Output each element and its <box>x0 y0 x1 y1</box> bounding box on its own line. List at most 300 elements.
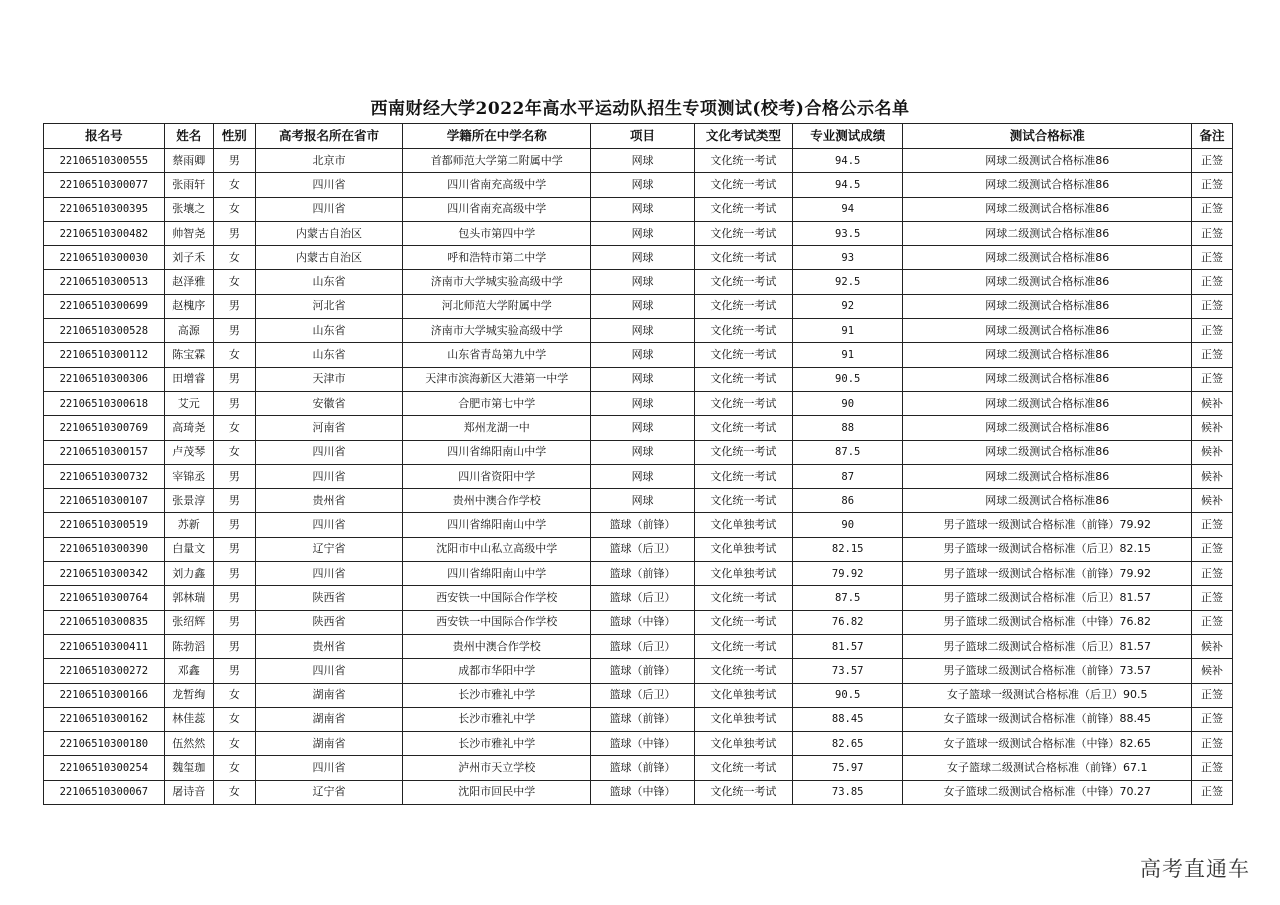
sport-cell: 网球 <box>591 343 694 367</box>
reg-no-cell: 22106510300342 <box>44 562 165 586</box>
standard-cell: 网球二级测试合格标准86 <box>903 464 1192 488</box>
name-cell: 林佳蕊 <box>164 707 213 731</box>
sport-cell: 网球 <box>591 270 694 294</box>
province-cell: 湖南省 <box>255 732 402 756</box>
province-cell: 辽宁省 <box>255 537 402 561</box>
gender-cell: 女 <box>213 246 255 270</box>
standard-cell: 男子篮球二级测试合格标准（后卫）81.57 <box>903 634 1192 658</box>
name-cell: 邓鑫 <box>164 659 213 683</box>
score-cell: 94.5 <box>792 149 903 173</box>
exam-type-cell: 文化统一考试 <box>694 149 792 173</box>
province-cell: 四川省 <box>255 659 402 683</box>
sport-cell: 网球 <box>591 294 694 318</box>
province-cell: 四川省 <box>255 440 402 464</box>
header-sport: 项目 <box>591 124 694 149</box>
score-cell: 93 <box>792 246 903 270</box>
exam-type-cell: 文化统一考试 <box>694 367 792 391</box>
exam-type-cell: 文化统一考试 <box>694 294 792 318</box>
remark-cell: 正签 <box>1192 319 1233 343</box>
school-cell: 西安铁一中国际合作学校 <box>403 586 591 610</box>
province-cell: 内蒙古自治区 <box>255 246 402 270</box>
gender-cell: 男 <box>213 221 255 245</box>
table-row <box>44 489 1233 513</box>
reg-no-cell: 22106510300395 <box>44 197 165 221</box>
exam-type-cell: 文化统一考试 <box>694 659 792 683</box>
table-row <box>44 732 1233 756</box>
header-standard: 测试合格标准 <box>903 124 1192 149</box>
province-cell: 北京市 <box>255 149 402 173</box>
remark-cell: 候补 <box>1192 416 1233 440</box>
sport-cell: 篮球（后卫） <box>591 634 694 658</box>
remark-cell: 候补 <box>1192 440 1233 464</box>
exam-type-cell: 文化统一考试 <box>694 270 792 294</box>
name-cell: 高琦尧 <box>164 416 213 440</box>
standard-cell: 男子篮球二级测试合格标准（后卫）81.57 <box>903 586 1192 610</box>
reg-no-cell: 22106510300699 <box>44 294 165 318</box>
remark-cell: 正签 <box>1192 246 1233 270</box>
exam-type-cell: 文化单独考试 <box>694 537 792 561</box>
province-cell: 陕西省 <box>255 610 402 634</box>
province-cell: 安徽省 <box>255 391 402 415</box>
standard-cell: 男子篮球二级测试合格标准（前锋）73.57 <box>903 659 1192 683</box>
sport-cell: 网球 <box>591 319 694 343</box>
gender-cell: 男 <box>213 610 255 634</box>
exam-type-cell: 文化统一考试 <box>694 221 792 245</box>
remark-cell: 正签 <box>1192 537 1233 561</box>
gender-cell: 女 <box>213 756 255 780</box>
standard-cell: 网球二级测试合格标准86 <box>903 221 1192 245</box>
score-cell: 92 <box>792 294 903 318</box>
standard-cell: 网球二级测试合格标准86 <box>903 197 1192 221</box>
reg-no-cell: 22106510300254 <box>44 756 165 780</box>
gender-cell: 男 <box>213 319 255 343</box>
exam-type-cell: 文化统一考试 <box>694 610 792 634</box>
school-cell: 四川省南充高级中学 <box>403 197 591 221</box>
sport-cell: 篮球（后卫） <box>591 683 694 707</box>
gender-cell: 男 <box>213 562 255 586</box>
remark-cell: 正签 <box>1192 683 1233 707</box>
name-cell: 张壤之 <box>164 197 213 221</box>
school-cell: 河北师范大学附属中学 <box>403 294 591 318</box>
header-remark: 备注 <box>1192 124 1233 149</box>
score-cell: 73.57 <box>792 659 903 683</box>
gender-cell: 女 <box>213 780 255 804</box>
reg-no-cell: 22106510300732 <box>44 464 165 488</box>
exam-type-cell: 文化统一考试 <box>694 246 792 270</box>
sport-cell: 网球 <box>591 489 694 513</box>
sport-cell: 篮球（前锋） <box>591 659 694 683</box>
qualified-list-table <box>43 123 1233 805</box>
reg-no-cell: 22106510300112 <box>44 343 165 367</box>
province-cell: 湖南省 <box>255 683 402 707</box>
standard-cell: 网球二级测试合格标准86 <box>903 149 1192 173</box>
name-cell: 苏新 <box>164 513 213 537</box>
sport-cell: 篮球（后卫） <box>591 537 694 561</box>
table-row <box>44 513 1233 537</box>
name-cell: 卢茂琴 <box>164 440 213 464</box>
remark-cell: 候补 <box>1192 659 1233 683</box>
exam-type-cell: 文化单独考试 <box>694 683 792 707</box>
score-cell: 82.65 <box>792 732 903 756</box>
table-row <box>44 464 1233 488</box>
reg-no-cell: 22106510300390 <box>44 537 165 561</box>
school-cell: 四川省绵阳南山中学 <box>403 440 591 464</box>
name-cell: 龙暂绚 <box>164 683 213 707</box>
gender-cell: 女 <box>213 440 255 464</box>
exam-type-cell: 文化统一考试 <box>694 319 792 343</box>
school-cell: 贵州中澳合作学校 <box>403 489 591 513</box>
name-cell: 伍然然 <box>164 732 213 756</box>
score-cell: 81.57 <box>792 634 903 658</box>
name-cell: 屠诗音 <box>164 780 213 804</box>
reg-no-cell: 22106510300764 <box>44 586 165 610</box>
gender-cell: 女 <box>213 343 255 367</box>
name-cell: 陈宝霖 <box>164 343 213 367</box>
standard-cell: 男子篮球一级测试合格标准（前锋）79.92 <box>903 513 1192 537</box>
sport-cell: 篮球（中锋） <box>591 780 694 804</box>
school-cell: 包头市第四中学 <box>403 221 591 245</box>
school-cell: 长沙市雅礼中学 <box>403 707 591 731</box>
table-row <box>44 149 1233 173</box>
remark-cell: 正签 <box>1192 756 1233 780</box>
remark-cell: 正签 <box>1192 562 1233 586</box>
sport-cell: 网球 <box>591 440 694 464</box>
table-row <box>44 197 1233 221</box>
exam-type-cell: 文化统一考试 <box>694 197 792 221</box>
table-row <box>44 221 1233 245</box>
table-row <box>44 367 1233 391</box>
table-row <box>44 294 1233 318</box>
score-cell: 87 <box>792 464 903 488</box>
reg-no-cell: 22106510300030 <box>44 246 165 270</box>
remark-cell: 正签 <box>1192 270 1233 294</box>
remark-cell: 正签 <box>1192 732 1233 756</box>
table-row <box>44 319 1233 343</box>
remark-cell: 正签 <box>1192 197 1233 221</box>
province-cell: 四川省 <box>255 562 402 586</box>
reg-no-cell: 22106510300162 <box>44 707 165 731</box>
exam-type-cell: 文化统一考试 <box>694 343 792 367</box>
province-cell: 河南省 <box>255 416 402 440</box>
province-cell: 四川省 <box>255 173 402 197</box>
province-cell: 湖南省 <box>255 707 402 731</box>
table-row <box>44 537 1233 561</box>
sport-cell: 网球 <box>591 416 694 440</box>
standard-cell: 网球二级测试合格标准86 <box>903 173 1192 197</box>
remark-cell: 候补 <box>1192 489 1233 513</box>
score-cell: 91 <box>792 343 903 367</box>
standard-cell: 网球二级测试合格标准86 <box>903 343 1192 367</box>
gender-cell: 女 <box>213 197 255 221</box>
sport-cell: 篮球（前锋） <box>591 707 694 731</box>
sport-cell: 篮球（前锋） <box>591 756 694 780</box>
gender-cell: 女 <box>213 732 255 756</box>
table-row <box>44 780 1233 804</box>
score-cell: 86 <box>792 489 903 513</box>
sport-cell: 网球 <box>591 246 694 270</box>
exam-type-cell: 文化单独考试 <box>694 732 792 756</box>
reg-no-cell: 22106510300077 <box>44 173 165 197</box>
remark-cell: 候补 <box>1192 634 1233 658</box>
gender-cell: 男 <box>213 513 255 537</box>
remark-cell: 正签 <box>1192 610 1233 634</box>
score-cell: 93.5 <box>792 221 903 245</box>
school-cell: 济南市大学城实验高级中学 <box>403 319 591 343</box>
exam-type-cell: 文化统一考试 <box>694 440 792 464</box>
remark-cell: 正签 <box>1192 294 1233 318</box>
table-body <box>44 149 1233 805</box>
exam-type-cell: 文化单独考试 <box>694 562 792 586</box>
name-cell: 赵泽雅 <box>164 270 213 294</box>
standard-cell: 女子篮球二级测试合格标准（前锋）67.1 <box>903 756 1192 780</box>
school-cell: 四川省南充高级中学 <box>403 173 591 197</box>
sport-cell: 网球 <box>591 221 694 245</box>
header-reg-no: 报名号 <box>44 124 165 149</box>
name-cell: 张雨轩 <box>164 173 213 197</box>
school-cell: 首都师范大学第二附属中学 <box>403 149 591 173</box>
reg-no-cell: 22106510300157 <box>44 440 165 464</box>
standard-cell: 网球二级测试合格标准86 <box>903 270 1192 294</box>
school-cell: 西安铁一中国际合作学校 <box>403 610 591 634</box>
school-cell: 沈阳市中山私立高级中学 <box>403 537 591 561</box>
province-cell: 山东省 <box>255 319 402 343</box>
standard-cell: 男子篮球一级测试合格标准（后卫）82.15 <box>903 537 1192 561</box>
table-row <box>44 391 1233 415</box>
header-gender: 性别 <box>213 124 255 149</box>
reg-no-cell: 22106510300067 <box>44 780 165 804</box>
name-cell: 白量文 <box>164 537 213 561</box>
standard-cell: 男子篮球二级测试合格标准（中锋）76.82 <box>903 610 1192 634</box>
name-cell: 刘力鑫 <box>164 562 213 586</box>
score-cell: 87.5 <box>792 440 903 464</box>
standard-cell: 网球二级测试合格标准86 <box>903 319 1192 343</box>
score-cell: 87.5 <box>792 586 903 610</box>
sport-cell: 篮球（前锋） <box>591 562 694 586</box>
exam-type-cell: 文化统一考试 <box>694 634 792 658</box>
reg-no-cell: 22106510300482 <box>44 221 165 245</box>
gender-cell: 男 <box>213 659 255 683</box>
standard-cell: 网球二级测试合格标准86 <box>903 440 1192 464</box>
table-row <box>44 416 1233 440</box>
reg-no-cell: 22106510300769 <box>44 416 165 440</box>
remark-cell: 正签 <box>1192 149 1233 173</box>
gender-cell: 男 <box>213 464 255 488</box>
standard-cell: 网球二级测试合格标准86 <box>903 294 1192 318</box>
score-cell: 94 <box>792 197 903 221</box>
table-row <box>44 343 1233 367</box>
reg-no-cell: 22106510300519 <box>44 513 165 537</box>
reg-no-cell: 22106510300306 <box>44 367 165 391</box>
exam-type-cell: 文化统一考试 <box>694 489 792 513</box>
standard-cell: 男子篮球一级测试合格标准（前锋）79.92 <box>903 562 1192 586</box>
name-cell: 赵槐序 <box>164 294 213 318</box>
gender-cell: 男 <box>213 149 255 173</box>
standard-cell: 网球二级测试合格标准86 <box>903 391 1192 415</box>
exam-type-cell: 文化统一考试 <box>694 391 792 415</box>
sport-cell: 篮球（后卫） <box>591 586 694 610</box>
gender-cell: 男 <box>213 489 255 513</box>
table-row <box>44 246 1233 270</box>
gender-cell: 女 <box>213 173 255 197</box>
name-cell: 刘子禾 <box>164 246 213 270</box>
exam-type-cell: 文化统一考试 <box>694 464 792 488</box>
exam-type-cell: 文化统一考试 <box>694 586 792 610</box>
header-name: 姓名 <box>164 124 213 149</box>
table-row <box>44 610 1233 634</box>
reg-no-cell: 22106510300180 <box>44 732 165 756</box>
gender-cell: 男 <box>213 391 255 415</box>
score-cell: 90 <box>792 513 903 537</box>
header-exam-type: 文化考试类型 <box>694 124 792 149</box>
sport-cell: 网球 <box>591 464 694 488</box>
remark-cell: 正签 <box>1192 367 1233 391</box>
sport-cell: 网球 <box>591 173 694 197</box>
standard-cell: 网球二级测试合格标准86 <box>903 416 1192 440</box>
table-row <box>44 173 1233 197</box>
school-cell: 四川省资阳中学 <box>403 464 591 488</box>
score-cell: 82.15 <box>792 537 903 561</box>
school-cell: 呼和浩特市第二中学 <box>403 246 591 270</box>
gender-cell: 男 <box>213 537 255 561</box>
province-cell: 四川省 <box>255 513 402 537</box>
score-cell: 73.85 <box>792 780 903 804</box>
province-cell: 贵州省 <box>255 489 402 513</box>
table-row <box>44 756 1233 780</box>
standard-cell: 网球二级测试合格标准86 <box>903 246 1192 270</box>
score-cell: 92.5 <box>792 270 903 294</box>
sport-cell: 网球 <box>591 149 694 173</box>
province-cell: 四川省 <box>255 464 402 488</box>
score-cell: 76.82 <box>792 610 903 634</box>
province-cell: 四川省 <box>255 756 402 780</box>
sport-cell: 篮球（前锋） <box>591 513 694 537</box>
province-cell: 天津市 <box>255 367 402 391</box>
remark-cell: 候补 <box>1192 464 1233 488</box>
page-title: 西南财经大学2022年高水平运动队招生专项测试(校考)合格公示名单 <box>370 99 910 119</box>
reg-no-cell: 22106510300618 <box>44 391 165 415</box>
table-row <box>44 659 1233 683</box>
province-cell: 辽宁省 <box>255 780 402 804</box>
gender-cell: 女 <box>213 683 255 707</box>
name-cell: 宰锦丞 <box>164 464 213 488</box>
remark-cell: 正签 <box>1192 780 1233 804</box>
school-cell: 郑州龙湖一中 <box>403 416 591 440</box>
name-cell: 艾元 <box>164 391 213 415</box>
school-cell: 成都市华阳中学 <box>403 659 591 683</box>
school-cell: 长沙市雅礼中学 <box>403 683 591 707</box>
header-score: 专业测试成绩 <box>792 124 903 149</box>
gender-cell: 女 <box>213 707 255 731</box>
table-header-row <box>44 124 1233 149</box>
header-province: 高考报名所在省市 <box>255 124 402 149</box>
table-row <box>44 440 1233 464</box>
gender-cell: 男 <box>213 294 255 318</box>
reg-no-cell: 22106510300835 <box>44 610 165 634</box>
province-cell: 贵州省 <box>255 634 402 658</box>
gender-cell: 男 <box>213 367 255 391</box>
sport-cell: 网球 <box>591 367 694 391</box>
standard-cell: 女子篮球一级测试合格标准（后卫）90.5 <box>903 683 1192 707</box>
school-cell: 济南市大学城实验高级中学 <box>403 270 591 294</box>
remark-cell: 正签 <box>1192 221 1233 245</box>
score-cell: 75.97 <box>792 756 903 780</box>
name-cell: 帅智尧 <box>164 221 213 245</box>
score-cell: 94.5 <box>792 173 903 197</box>
province-cell: 四川省 <box>255 197 402 221</box>
reg-no-cell: 22106510300513 <box>44 270 165 294</box>
school-cell: 沈阳市回民中学 <box>403 780 591 804</box>
gender-cell: 男 <box>213 634 255 658</box>
reg-no-cell: 22106510300555 <box>44 149 165 173</box>
name-cell: 陈勃滔 <box>164 634 213 658</box>
exam-type-cell: 文化统一考试 <box>694 780 792 804</box>
table-row <box>44 562 1233 586</box>
school-cell: 山东省青岛第九中学 <box>403 343 591 367</box>
exam-type-cell: 文化单独考试 <box>694 707 792 731</box>
gender-cell: 女 <box>213 270 255 294</box>
table-row <box>44 586 1233 610</box>
standard-cell: 网球二级测试合格标准86 <box>903 489 1192 513</box>
school-cell: 泸州市天立学校 <box>403 756 591 780</box>
standard-cell: 女子篮球一级测试合格标准（中锋）82.65 <box>903 732 1192 756</box>
exam-type-cell: 文化统一考试 <box>694 756 792 780</box>
exam-type-cell: 文化单独考试 <box>694 513 792 537</box>
reg-no-cell: 22106510300411 <box>44 634 165 658</box>
score-cell: 88.45 <box>792 707 903 731</box>
sport-cell: 篮球（中锋） <box>591 732 694 756</box>
table-row <box>44 270 1233 294</box>
name-cell: 张绍辉 <box>164 610 213 634</box>
header-school: 学籍所在中学名称 <box>403 124 591 149</box>
score-cell: 91 <box>792 319 903 343</box>
score-cell: 90 <box>792 391 903 415</box>
province-cell: 山东省 <box>255 270 402 294</box>
table-row <box>44 634 1233 658</box>
score-cell: 90.5 <box>792 683 903 707</box>
score-cell: 90.5 <box>792 367 903 391</box>
name-cell: 蔡雨卿 <box>164 149 213 173</box>
exam-type-cell: 文化统一考试 <box>694 173 792 197</box>
name-cell: 魏玺珈 <box>164 756 213 780</box>
exam-type-cell: 文化统一考试 <box>694 416 792 440</box>
watermark-text: 高考直通车 <box>1140 857 1250 881</box>
name-cell: 郭林瑞 <box>164 586 213 610</box>
province-cell: 山东省 <box>255 343 402 367</box>
reg-no-cell: 22106510300272 <box>44 659 165 683</box>
remark-cell: 正签 <box>1192 707 1233 731</box>
remark-cell: 正签 <box>1192 513 1233 537</box>
score-cell: 79.92 <box>792 562 903 586</box>
remark-cell: 正签 <box>1192 586 1233 610</box>
school-cell: 长沙市雅礼中学 <box>403 732 591 756</box>
remark-cell: 正签 <box>1192 173 1233 197</box>
school-cell: 合肥市第七中学 <box>403 391 591 415</box>
score-cell: 88 <box>792 416 903 440</box>
sport-cell: 篮球（中锋） <box>591 610 694 634</box>
school-cell: 四川省绵阳南山中学 <box>403 562 591 586</box>
reg-no-cell: 22106510300528 <box>44 319 165 343</box>
table-row <box>44 707 1233 731</box>
school-cell: 四川省绵阳南山中学 <box>403 513 591 537</box>
school-cell: 天津市滨海新区大港第一中学 <box>403 367 591 391</box>
reg-no-cell: 22106510300107 <box>44 489 165 513</box>
table-row <box>44 683 1233 707</box>
province-cell: 河北省 <box>255 294 402 318</box>
remark-cell: 正签 <box>1192 343 1233 367</box>
name-cell: 田增睿 <box>164 367 213 391</box>
reg-no-cell: 22106510300166 <box>44 683 165 707</box>
remark-cell: 候补 <box>1192 391 1233 415</box>
